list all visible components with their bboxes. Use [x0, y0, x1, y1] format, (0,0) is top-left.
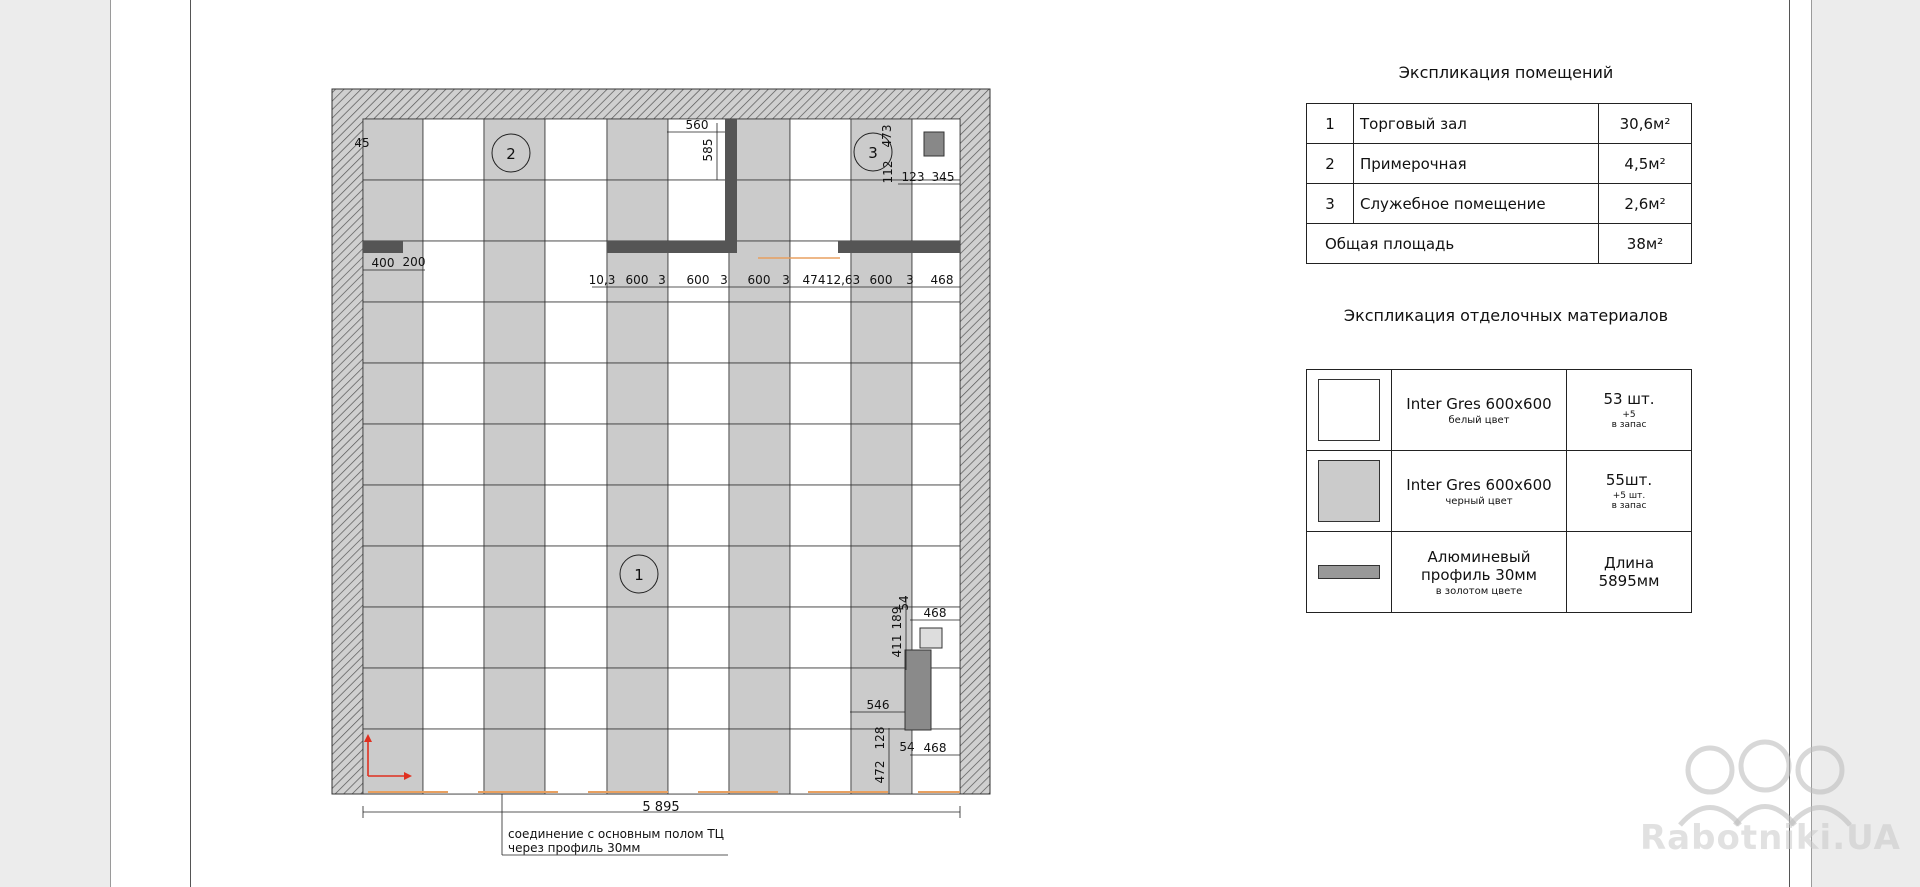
tile-white — [423, 302, 484, 363]
tile-white — [790, 363, 851, 424]
tile-gray — [729, 302, 790, 363]
tile-gray — [607, 180, 668, 241]
swatch-cell — [1307, 370, 1392, 451]
profile-swatch — [1318, 565, 1380, 579]
tile-gray — [607, 607, 668, 668]
room-name: Служебное помещение — [1354, 184, 1599, 224]
materials-table — [1306, 369, 1692, 613]
rooms-table — [1306, 103, 1692, 264]
tile-white — [545, 363, 607, 424]
partition-wall-right — [838, 241, 960, 253]
material-sub: в золотом цвете — [1435, 585, 1523, 597]
tile-white — [668, 668, 729, 729]
tile-white — [790, 119, 851, 180]
tile-white — [912, 363, 960, 424]
material-name: Inter Gres 600x600 — [1406, 394, 1552, 413]
tile-gray — [607, 363, 668, 424]
tile-white — [423, 241, 484, 302]
tile-white — [790, 180, 851, 241]
column-base — [920, 628, 942, 648]
tile-white — [668, 607, 729, 668]
dim-row-value: 474 — [802, 273, 826, 287]
tile-gray — [607, 668, 668, 729]
tile-white — [545, 119, 607, 180]
tile-gray — [363, 180, 423, 241]
dim-row-value: 600 — [686, 273, 710, 287]
dim-total: 5 895 — [642, 800, 680, 815]
material-name: Inter Gres 600x600 — [1406, 475, 1552, 494]
tile-gray — [363, 729, 423, 794]
room-name: Торговый зал — [1354, 104, 1599, 144]
tile-white — [790, 424, 851, 485]
tile-gray — [851, 180, 912, 241]
tile-gray — [729, 668, 790, 729]
table-row — [1307, 144, 1692, 184]
dim-189: 189 — [890, 606, 904, 630]
table-row — [1307, 451, 1692, 532]
room-label-3: 3 — [868, 144, 878, 162]
tile-gray — [729, 485, 790, 546]
swatch-cell — [1307, 451, 1392, 532]
dim-468-top: 468 — [923, 606, 947, 620]
tile-gray — [484, 302, 545, 363]
room-num: 1 — [1307, 104, 1354, 144]
tile-gray — [484, 607, 545, 668]
dim-123: 123 — [901, 170, 925, 184]
tile-gray — [363, 302, 423, 363]
tile-white — [545, 180, 607, 241]
tile-white — [423, 119, 484, 180]
tile-gray — [484, 241, 545, 302]
room-num: 3 — [1307, 184, 1354, 224]
material-name: Алюминевый профиль 30мм — [1421, 547, 1537, 584]
tile-white — [912, 302, 960, 363]
tile-white — [912, 485, 960, 546]
tile-white — [423, 180, 484, 241]
dim-411: 411 — [890, 634, 904, 658]
dim-row-value: 468 — [930, 273, 954, 287]
tile-white-swatch — [1318, 379, 1380, 441]
tile-gray — [851, 485, 912, 546]
tile-gray — [729, 424, 790, 485]
room-label-2: 2 — [506, 145, 516, 163]
materials-table-title: Экспликация отделочных материалов — [1343, 306, 1669, 325]
partition-wall-fitting — [725, 119, 737, 249]
tile-gray — [607, 302, 668, 363]
tile-gray — [363, 607, 423, 668]
tile-white — [545, 729, 607, 794]
tile-white — [423, 485, 484, 546]
tile-gray — [729, 607, 790, 668]
tile-gray — [607, 729, 668, 794]
tile-gray — [363, 485, 423, 546]
dim-45: 45 — [354, 136, 370, 150]
tile-white — [668, 180, 729, 241]
table-row — [1307, 532, 1692, 613]
tile-white — [790, 485, 851, 546]
qty-reserve: в запас — [1611, 420, 1647, 430]
tile-gray — [729, 546, 790, 607]
tile-gray — [851, 363, 912, 424]
dim-row-value: 600 — [747, 273, 771, 287]
tile-gray — [484, 180, 545, 241]
tile-gray — [729, 729, 790, 794]
tile-white — [790, 546, 851, 607]
tile-gray — [484, 546, 545, 607]
dim-128: 128 — [873, 726, 887, 750]
tile-gray — [363, 424, 423, 485]
qty-extra: +5 шт. — [1612, 491, 1646, 501]
dim-row-value: 3 — [720, 273, 728, 287]
tile-gray — [729, 180, 790, 241]
total-label: Общая площадь — [1307, 224, 1599, 264]
tile-gray — [484, 729, 545, 794]
tile-gray — [363, 119, 423, 180]
dim-400: 400 — [371, 256, 395, 270]
tile-gray — [484, 668, 545, 729]
tile-white — [668, 424, 729, 485]
dim-200: 200 — [402, 255, 426, 269]
dim-row-value: 12,63 — [825, 273, 861, 287]
tile-gray — [607, 119, 668, 180]
tile-white — [790, 607, 851, 668]
qty-extra: +5 — [1622, 410, 1636, 420]
tile-white — [423, 607, 484, 668]
tile-gray — [729, 119, 790, 180]
tile-white — [423, 546, 484, 607]
tile-white — [545, 241, 607, 302]
table-row — [1307, 370, 1692, 451]
tile-white — [912, 180, 960, 241]
note-line-1: соединение с основным полом ТЦ — [508, 827, 724, 841]
tile-white — [545, 546, 607, 607]
total-area: 38м² — [1599, 224, 1692, 264]
table-row — [1307, 104, 1692, 144]
shaft — [924, 132, 944, 156]
tile-gray — [851, 424, 912, 485]
tile-gray — [363, 668, 423, 729]
dim-560: 560 — [685, 118, 709, 132]
tile-white — [668, 302, 729, 363]
material-sub: белый цвет — [1448, 414, 1510, 426]
dim-row-value: 3 — [782, 273, 790, 287]
swatch-cell — [1307, 532, 1392, 613]
tile-white — [912, 546, 960, 607]
tile-white — [668, 546, 729, 607]
room-label-1: 1 — [634, 566, 644, 584]
tile-white — [545, 485, 607, 546]
dim-472: 472 — [873, 760, 887, 784]
dim-row-value: 3 — [658, 273, 666, 287]
qty-reserve: в запас — [1611, 501, 1647, 511]
tile-white — [790, 668, 851, 729]
tile-gray — [607, 424, 668, 485]
room-num: 2 — [1307, 144, 1354, 184]
partition-wall-left — [363, 241, 403, 253]
dim-row-value: 600 — [869, 273, 893, 287]
tile-white — [912, 424, 960, 485]
table-row-total — [1307, 224, 1692, 264]
tile-gray — [607, 485, 668, 546]
tile-white — [545, 607, 607, 668]
material-sub: черный цвет — [1445, 495, 1513, 507]
dim-row-value: 3 — [906, 273, 914, 287]
tile-white — [668, 485, 729, 546]
dim-546: 546 — [866, 698, 890, 712]
dim-468-bottom: 468 — [923, 741, 947, 755]
tile-gray — [484, 424, 545, 485]
tile-gray — [363, 546, 423, 607]
dim-54-top: 54 — [897, 595, 911, 611]
watermark-text: Rabotniki.UA — [1640, 818, 1901, 858]
room-area: 30,6м² — [1599, 104, 1692, 144]
tile-white — [423, 363, 484, 424]
room-name: Примерочная — [1354, 144, 1599, 184]
column — [905, 650, 931, 730]
tile-white — [668, 363, 729, 424]
rooms-table-title: Экспликация помещений — [1398, 63, 1614, 82]
tile-white — [790, 729, 851, 794]
dim-112: 112 — [881, 160, 895, 184]
tile-grid — [363, 119, 960, 794]
material-qty: 55шт. — [1605, 471, 1653, 489]
tile-gray — [484, 485, 545, 546]
tile-gray — [363, 363, 423, 424]
note-line-2: через профиль 30мм — [508, 841, 641, 855]
tile-white — [423, 668, 484, 729]
dim-54-bottom: 54 — [899, 740, 915, 754]
tile-white — [790, 302, 851, 363]
material-qty: 53 шт. — [1603, 390, 1655, 408]
tile-gray-swatch — [1318, 460, 1380, 522]
tile-white — [423, 424, 484, 485]
tile-gray — [729, 241, 790, 302]
room-area: 2,6м² — [1599, 184, 1692, 224]
dim-585: 585 — [701, 138, 715, 162]
tile-white — [668, 729, 729, 794]
tile-white — [912, 729, 960, 794]
dim-row-value: 600 — [625, 273, 649, 287]
tile-white — [545, 668, 607, 729]
tile-gray — [484, 363, 545, 424]
dim-473: 473 — [880, 124, 894, 148]
tile-white — [545, 424, 607, 485]
tile-white — [545, 302, 607, 363]
tile-gray — [729, 363, 790, 424]
material-qty: Длина 5895мм — [1598, 554, 1660, 590]
partition-wall-center — [607, 241, 737, 253]
tile-gray — [851, 302, 912, 363]
room-area: 4,5м² — [1599, 144, 1692, 184]
table-row — [1307, 184, 1692, 224]
dim-345: 345 — [931, 170, 955, 184]
dim-row-value: 10,3 — [588, 273, 616, 287]
tile-white — [423, 729, 484, 794]
